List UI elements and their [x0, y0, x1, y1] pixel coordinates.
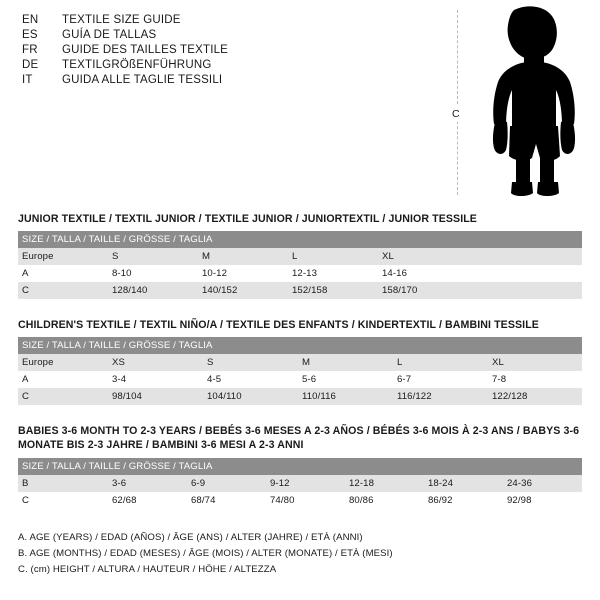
row-label: C [18, 388, 108, 405]
cell-empty [468, 282, 582, 299]
language-row [22, 74, 442, 86]
cell: 62/68 [108, 492, 187, 509]
cell: 104/110 [203, 388, 298, 405]
section-childrens-textile [18, 318, 582, 405]
table-row [18, 354, 582, 371]
cell: S [203, 354, 298, 371]
row-label: A [18, 265, 108, 282]
cell: 86/92 [424, 492, 503, 509]
cell: 7-8 [488, 371, 582, 388]
language-title: GUIDE DES TAILLES TEXTILE [62, 44, 229, 56]
size-header-label: SIZE / TALLA / TAILLE / GRÖSSE / TAGLIA [18, 337, 582, 354]
cell: 80/86 [345, 492, 424, 509]
row-label: B [18, 475, 108, 492]
language-row [22, 14, 442, 26]
section-junior-textile [18, 212, 582, 299]
table-row [18, 265, 582, 282]
table-row [18, 371, 582, 388]
cell: 12-18 [345, 475, 424, 492]
legend-line-a: A. AGE (YEARS) / EDAD (AÑOS) / ÂGE (ANS) / ALTER (JAHRE) / ETÀ (ANNI) [18, 532, 363, 543]
cell: 68/74 [187, 492, 266, 509]
cell: 3-4 [108, 371, 203, 388]
cell: L [393, 354, 488, 371]
legend-line-b: B. AGE (MONTHS) / EDAD (MESES) / ÂGE (MOIS) / ALTER (MONATE) / ETÀ (MESI) [18, 547, 393, 559]
cell: 122/128 [488, 388, 582, 405]
cell: 6-7 [393, 371, 488, 388]
cell: 5-6 [298, 371, 393, 388]
table-row [18, 475, 582, 492]
table-header-row [18, 458, 582, 475]
cell: 9-12 [266, 475, 345, 492]
size-figure [440, 0, 600, 205]
section-title: CHILDREN'S TEXTILE / TEXTIL NIÑO/A / TEXTILE DES ENFANTS / KINDERTEXTIL / BAMBINI TESSILE [18, 319, 539, 331]
table-header-row [18, 231, 582, 248]
size-header-label: SIZE / TALLA / TAILLE / GRÖSSE / TAGLIA [18, 458, 582, 475]
cell: 24-36 [503, 475, 582, 492]
cell: 4-5 [203, 371, 298, 388]
cell-empty [468, 265, 582, 282]
language-code: DE [22, 59, 39, 71]
table-header-row [18, 337, 582, 354]
language-row [22, 44, 442, 56]
height-marker-label: C [452, 108, 460, 120]
cell: L [288, 248, 378, 265]
cell: 8-10 [108, 265, 198, 282]
section-title: JUNIOR TEXTILE / TEXTIL JUNIOR / TEXTILE JUNIOR / JUNIORTEXTIL / JUNIOR TESSILE [18, 213, 477, 225]
table-row [18, 492, 582, 509]
row-label: Europe [18, 248, 108, 265]
cell: S [108, 248, 198, 265]
language-row [22, 29, 442, 41]
cell: 92/98 [503, 492, 582, 509]
cell: 18-24 [424, 475, 503, 492]
language-title: TEXTILGRÖßENFÜHRUNG [62, 59, 212, 71]
cell: 158/170 [378, 282, 468, 299]
table-row [18, 248, 582, 265]
cell: 152/158 [288, 282, 378, 299]
row-label: C [18, 492, 108, 509]
language-code: IT [22, 74, 33, 86]
cell: 98/104 [108, 388, 203, 405]
cell: XL [488, 354, 582, 371]
language-row [22, 59, 442, 71]
size-header-label: SIZE / TALLA / TAILLE / GRÖSSE / TAGLIA [18, 231, 582, 248]
cell: 10-12 [198, 265, 288, 282]
section-title: BABIES 3-6 MONTH TO 2-3 YEARS / BEBÉS 3-6 MESES A 2-3 AÑOS / BÉBÉS 3-6 MOIS À 2-3 ANS / BABYS 3-6 MONATE BIS 2-3 JAHRE / BAMBINI 3-6 MESI A 2-3 ANNI [18, 425, 580, 452]
table-row [18, 388, 582, 405]
cell: XS [108, 354, 203, 371]
cell: 3-6 [108, 475, 187, 492]
cell: 128/140 [108, 282, 198, 299]
cell: 116/122 [393, 388, 488, 405]
cell: M [298, 354, 393, 371]
language-title: GUÍA DE TALLAS [62, 29, 157, 41]
cell: 14-16 [378, 265, 468, 282]
row-label: Europe [18, 354, 108, 371]
height-measure-line [457, 10, 458, 195]
size-table-babies [18, 458, 582, 509]
cell: 6-9 [187, 475, 266, 492]
legend-line-c: C. (cm) HEIGHT / ALTURA / HAUTEUR / HÖHE / ALTEZZA [18, 563, 277, 575]
cell: 12-13 [288, 265, 378, 282]
row-label: C [18, 282, 108, 299]
language-title: GUIDA ALLE TAGLIE TESSILI [62, 74, 223, 86]
cell-empty [468, 248, 582, 265]
cell: 74/80 [266, 492, 345, 509]
language-code: FR [22, 44, 38, 56]
row-label: A [18, 371, 108, 388]
legend-block [18, 530, 582, 577]
size-table-children [18, 337, 582, 405]
section-babies-textile [18, 424, 582, 509]
toddler-silhouette-icon [480, 6, 590, 201]
language-title-block [22, 14, 442, 89]
cell: 110/116 [298, 388, 393, 405]
cell: 140/152 [198, 282, 288, 299]
language-code: EN [22, 14, 39, 26]
size-table-junior [18, 231, 582, 299]
language-code: ES [22, 29, 38, 41]
cell: M [198, 248, 288, 265]
language-title: TEXTILE SIZE GUIDE [62, 14, 181, 26]
table-row [18, 282, 582, 299]
cell: XL [378, 248, 468, 265]
